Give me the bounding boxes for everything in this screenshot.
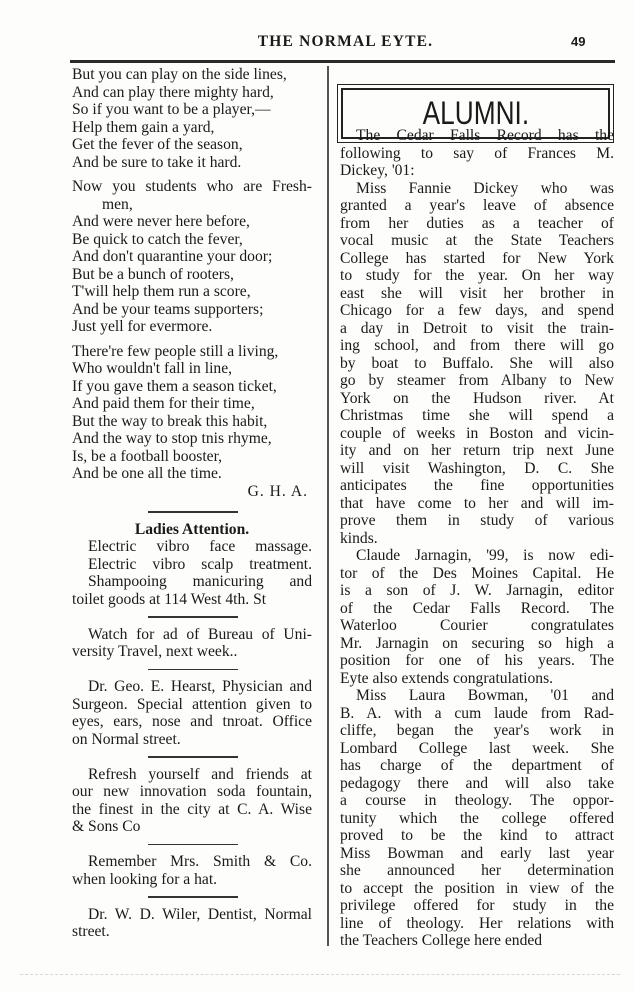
poem-line: And can play there mighty hard, [72, 83, 274, 101]
article-line: ity and on her return trip next June [340, 442, 614, 459]
article-paragraph [340, 127, 614, 180]
poem-line: If you gave them a season ticket, [72, 377, 277, 395]
article-line: tor of the Des Moines Capital. He [340, 564, 614, 582]
ad-line: versity Travel, next week.. [72, 643, 238, 660]
article-line: to accept the position in view of the [340, 879, 614, 897]
ad-line: our new innovation soda fountain, [72, 783, 312, 800]
article-line: proved to be the kind to attract [340, 827, 614, 844]
alumni-article [340, 127, 614, 950]
article-line: Miss Fannie Dickey who was [356, 179, 614, 197]
poem-line: There're few people still a living, [72, 342, 279, 360]
ad-line: Dr. W. D. Wiler, Dentist, Normal [88, 905, 312, 923]
article-line: to study for the year. On her way [340, 267, 614, 284]
article-line: by boat to Buffalo. She will also [340, 354, 614, 372]
article-line: a course in theology. The oppor- [340, 792, 614, 809]
article-line: line of theology. Her relations with [340, 914, 614, 932]
poem-line: T'will help them run a score, [72, 283, 251, 300]
poem-line: And were never here before, [72, 213, 250, 230]
article-line: from her duties as a teacher of [340, 214, 614, 232]
stanza-gap [72, 171, 312, 178]
advertisement [72, 521, 312, 609]
poem-stanza [72, 343, 312, 483]
article-line: cliffe, began the year's work in [340, 722, 614, 739]
ad-line: Refresh yourself and friends at [88, 765, 312, 783]
section-title: ALUMNI. [422, 95, 529, 131]
article-line: privilege offered for study in the [340, 897, 614, 914]
article-line: Waterloo Courier congratulates [340, 617, 614, 634]
ad-line: Dr. Geo. E. Hearst, Physician and [88, 678, 312, 695]
article-line: is a son of J. W. Jarnagin, editor [340, 582, 614, 599]
article-line: Miss Bowman and early last year [340, 844, 614, 862]
advertisements [72, 503, 312, 941]
article-paragraph [340, 547, 614, 687]
ad-line: toilet goods at 114 West 4th. St [72, 590, 267, 608]
article-line: has charge of the department of [340, 757, 614, 774]
article-line: will visit Washington, D. C. She [340, 459, 614, 477]
poem-stanza [72, 178, 312, 336]
article-line: couple of weeks in Boston and vicin- [340, 424, 614, 442]
advertisement [72, 678, 312, 748]
article-line: Mr. Jarnagin on securing so high a [340, 634, 614, 652]
separator-rule [72, 748, 312, 766]
poem-line: Now you students who are Fresh- [72, 178, 312, 195]
article-line: B. A. with a cum laude from Rad- [340, 704, 614, 722]
article-line: Christmas time she will spend a [340, 407, 614, 424]
poem-line: men, [102, 195, 133, 213]
poem-line: Is, be a football booster, [72, 447, 223, 465]
article-line: pedagogy there and will also take [340, 774, 614, 792]
ad-line: the finest in the city at C. A. Wise [72, 800, 312, 818]
article-line: vocal music at the State Teachers [340, 232, 614, 249]
page-bottom-edge [20, 974, 620, 975]
poem-line: And be one all the time. [72, 465, 222, 482]
article-line: tunity which the college offered [340, 809, 614, 827]
poem-line: But the way to break this habit, [72, 412, 268, 430]
article-line: Chicago for a few days, and spend [340, 302, 614, 319]
stanza-gap [72, 336, 312, 343]
ad-line: & Sons Co [72, 818, 141, 835]
article-line: the Teachers College here ended [340, 932, 543, 949]
separator-rule [72, 661, 312, 679]
page-number: 49 [571, 34, 586, 49]
poem-line: And don't quarantine your door; [72, 248, 273, 265]
masthead-title [0, 33, 635, 51]
separator-rule [72, 608, 312, 626]
article-line: The Cedar Falls Record has the [356, 127, 614, 144]
article-line: anticipates the fine opportunities [340, 477, 614, 494]
article-line: east she will visit her brother in [340, 284, 614, 302]
masthead-title-text: THE NORMAL EYTE. [257, 33, 434, 50]
poem-line: And be sure to take it hard. [72, 153, 242, 171]
poem-line: Get the fever of the season, [72, 136, 243, 153]
advertisement [72, 626, 312, 661]
article-line: granted a year's leave of absence [340, 197, 614, 214]
article-line: kinds. [340, 529, 378, 547]
ad-line: Watch for ad of Bureau of Uni- [88, 625, 312, 643]
ad-line: street. [72, 923, 110, 940]
ad-line: when looking for a hat. [72, 870, 218, 888]
article-line: Claude Jarnagin, '99, is now edi- [356, 547, 614, 564]
ad-line: Remember Mrs. Smith & Co. [88, 853, 312, 870]
article-line: College has started for New York [340, 249, 614, 267]
article-paragraph [340, 687, 614, 950]
separator-rule [72, 836, 312, 854]
article-paragraph [340, 180, 614, 548]
article-line: position for one of his years. The [340, 652, 614, 669]
article-line: Lombard College last week. She [340, 739, 614, 757]
poem-line: And the way to stop tnis rhyme, [72, 430, 272, 447]
poem-line: But you can play on the side lines, [72, 66, 287, 83]
article-line: a day in Detroit to visit the train- [340, 319, 614, 337]
poem [72, 66, 312, 500]
ad-line: eyes, ears, nose and tnroat. Office [72, 713, 312, 730]
article-line: Dickey, '01: [340, 162, 415, 179]
advertisement [72, 853, 312, 888]
article-line: York on the Hudson river. At [340, 389, 614, 407]
article-line: prove them in study of various [340, 512, 614, 529]
poem-stanza [72, 66, 312, 171]
poem-signature: G. H. A. [247, 482, 308, 500]
separator-rule [72, 888, 312, 906]
separator-rule [72, 503, 312, 521]
article-line: that have come to her and will im- [340, 494, 614, 512]
ad-line: Shampooing manicuring and [88, 573, 312, 590]
article-line: ing school, and from there will go [340, 337, 614, 354]
column-divider [327, 66, 329, 946]
ad-line: Electric vibro scalp treatment. [88, 555, 312, 573]
poem-line: Help them gain a yard, [72, 118, 215, 136]
poem-line: Be quick to catch the fever, [72, 230, 243, 248]
article-line: she announced her determination [340, 862, 614, 879]
poem-line: And be your teams supporters; [72, 300, 264, 318]
article-line: of the Cedar Falls Record. The [340, 599, 614, 617]
ad-line: Electric vibro face massage. [88, 538, 312, 555]
poem-line: But be a bunch of rooters, [72, 265, 234, 283]
ad-line: Surgeon. Special attention given to [72, 695, 312, 713]
advertisement [72, 766, 312, 836]
poem-line: And paid them for their time, [72, 395, 255, 412]
article-line: following to say of Frances M. [340, 144, 614, 162]
poem-line: Who wouldn't fall in line, [72, 360, 233, 377]
advertisement [72, 906, 312, 941]
article-line: go by steamer from Albany to New [340, 372, 614, 389]
article-line: Miss Laura Bowman, '01 and [356, 687, 614, 704]
poem-line: Just yell for evermore. [72, 318, 213, 335]
ad-line: on Normal street. [72, 730, 181, 748]
header-rule [70, 60, 615, 63]
poem-line: So if you want to be a player,— [72, 101, 271, 118]
ad-title: Ladies Attention. [134, 520, 250, 538]
article-line: Eyte also extends congratulations. [340, 669, 554, 687]
